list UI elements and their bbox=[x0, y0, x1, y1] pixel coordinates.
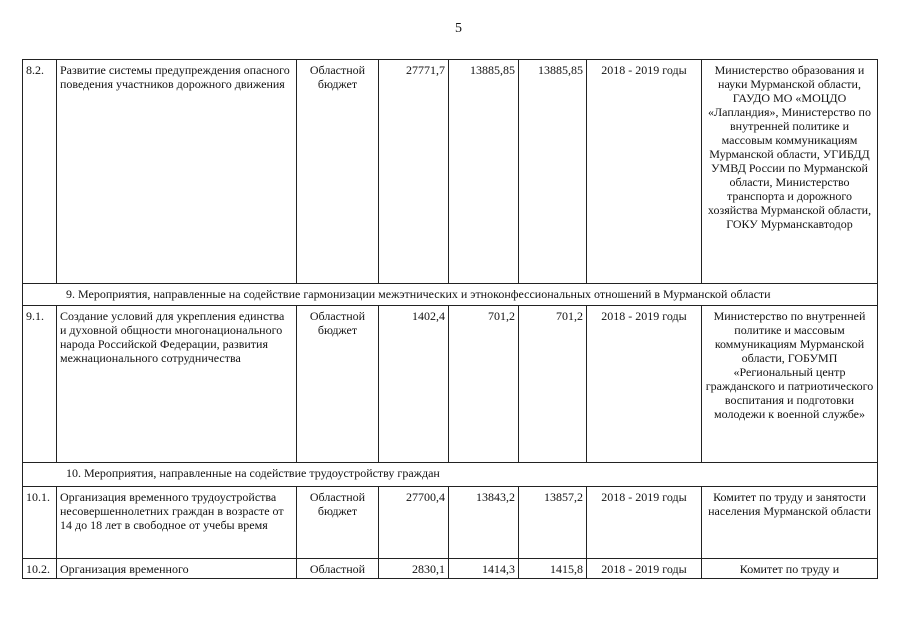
item-number: 10.1. bbox=[23, 487, 57, 559]
amount-total: 1402,4 bbox=[379, 306, 449, 463]
item-number: 10.2. bbox=[23, 559, 57, 579]
funding-source: Областной бюджет bbox=[297, 60, 379, 284]
section-title: 9. Мероприятия, направленные на содействие гармонизации межэтнических и этноконфессиональных отношений в Мурманской области bbox=[23, 284, 878, 306]
amount-2019: 1415,8 bbox=[519, 559, 587, 579]
amount-total: 27771,7 bbox=[379, 60, 449, 284]
implementation-period: 2018 - 2019 годы bbox=[587, 60, 702, 284]
item-number: 8.2. bbox=[23, 60, 57, 284]
amount-2018: 13885,85 bbox=[449, 60, 519, 284]
amount-2019: 701,2 bbox=[519, 306, 587, 463]
item-number: 9.1. bbox=[23, 306, 57, 463]
amount-2018: 1414,3 bbox=[449, 559, 519, 579]
responsible-executor: Министерство образования и науки Мурманской области, ГАУДО МО «МОЦДО «Лапландия», Министерство по внутренней политике и массовым коммуникациям Мурманской области, УГИБДД УМВД России по Мурманской области, Министерство транспорта и дорожного хозяйства Мурманской области, ГОКУ Мурманскавтодор bbox=[702, 60, 878, 284]
measure-name: Создание условий для укрепления единства и духовной общности многонационального народа Российской Федерации, развития межнационального сотрудничества bbox=[57, 306, 297, 463]
amount-2019: 13885,85 bbox=[519, 60, 587, 284]
amount-total: 2830,1 bbox=[379, 559, 449, 579]
measure-name: Организация временного трудоустройства несовершеннолетних граждан в возрасте от 14 до 18 лет в свободное от учебы время bbox=[57, 487, 297, 559]
implementation-period: 2018 - 2019 годы bbox=[587, 559, 702, 579]
funding-source: Областной бюджет bbox=[297, 487, 379, 559]
responsible-executor: Комитет по труду и bbox=[702, 559, 878, 579]
responsible-executor: Министерство по внутренней политике и массовым коммуникациям Мурманской области, ГОБУМП «Региональный центр гражданского и патриотического воспитания и подготовки молодежи к военной службе» bbox=[702, 306, 878, 463]
table-row-9-1 bbox=[23, 306, 878, 463]
measure-name: Организация временного bbox=[57, 559, 297, 579]
page-number: 5 bbox=[455, 21, 462, 36]
measure-name: Развитие системы предупреждения опасного поведения участников дорожного движения bbox=[57, 60, 297, 284]
program-measures-table bbox=[22, 59, 878, 579]
section-header-9 bbox=[23, 284, 878, 306]
funding-source: Областной бюджет bbox=[297, 306, 379, 463]
table-row-8-2 bbox=[23, 60, 878, 284]
funding-source: Областной bbox=[297, 559, 379, 579]
table-row-10-1 bbox=[23, 487, 878, 559]
table-row-10-2 bbox=[23, 559, 878, 579]
responsible-executor: Комитет по труду и занятости населения Мурманской области bbox=[702, 487, 878, 559]
section-header-10 bbox=[23, 463, 878, 487]
amount-total: 27700,4 bbox=[379, 487, 449, 559]
amount-2019: 13857,2 bbox=[519, 487, 587, 559]
amount-2018: 701,2 bbox=[449, 306, 519, 463]
implementation-period: 2018 - 2019 годы bbox=[587, 306, 702, 463]
implementation-period: 2018 - 2019 годы bbox=[587, 487, 702, 559]
section-title: 10. Мероприятия, направленные на содействие трудоустройству граждан bbox=[23, 463, 878, 487]
amount-2018: 13843,2 bbox=[449, 487, 519, 559]
